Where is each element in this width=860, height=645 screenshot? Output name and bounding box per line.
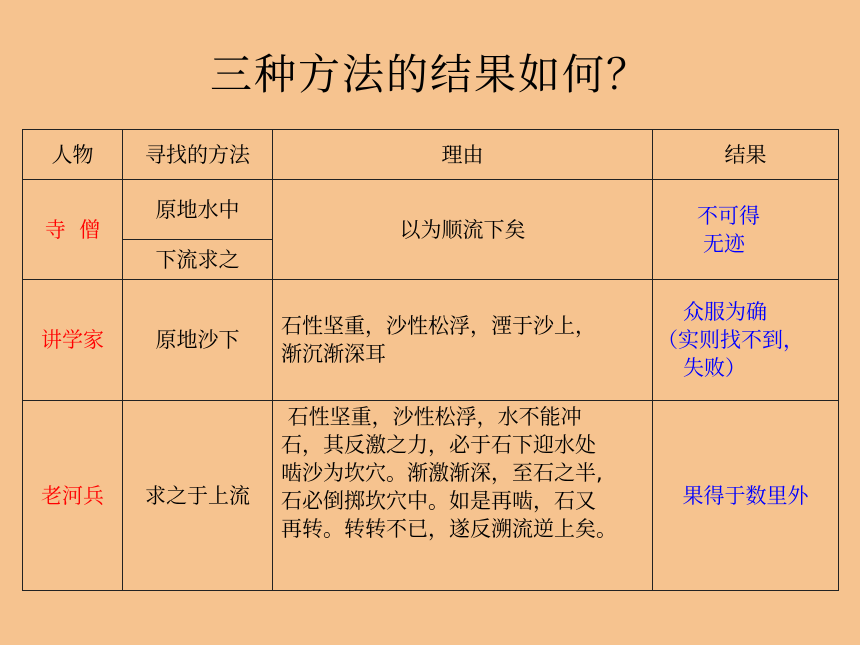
table-row <box>23 280 839 401</box>
reason-cell <box>273 280 653 401</box>
reason-line: 石，其反激之力，必于石下迎水处 <box>281 433 596 457</box>
table-row <box>23 401 839 591</box>
result-cell <box>653 280 839 401</box>
page-title: 三种方法的结果如何？ <box>209 50 650 99</box>
result-line: 众服为确 <box>683 300 767 324</box>
header-row <box>23 130 839 180</box>
person-cell: 老河兵 <box>23 401 123 591</box>
result-line: 失败） <box>683 356 746 380</box>
comparison-table <box>22 129 839 591</box>
result-line: 无迹 <box>703 231 745 256</box>
reason-line: 渐沉渐深耳 <box>281 342 386 366</box>
header-result: 结果 <box>653 130 839 180</box>
method-cell: 原地沙下 <box>123 280 273 401</box>
reason-line: 石性坚重，沙性松浮，湮于沙上， <box>281 314 596 338</box>
result-cell <box>653 180 839 280</box>
header-person: 人物 <box>23 130 123 180</box>
reason-line: 啮沙为坎穴。渐激渐深，至石之半, <box>281 461 603 485</box>
reason-line: 石必倒掷坎穴中。如是再啮，石又 <box>281 489 596 513</box>
method-cell: 下流求之 <box>123 240 273 280</box>
reason-cell: 以为顺流下矣 <box>273 180 653 280</box>
header-reason: 理由 <box>273 130 653 180</box>
person-cell: 寺 僧 <box>23 180 123 280</box>
reason-line: 再转。转转不已，遂反溯流逆上矣。 <box>281 517 617 541</box>
method-cell: 原地水中 <box>123 180 273 240</box>
result-cell: 果得于数里外 <box>653 401 839 591</box>
table-row <box>23 180 839 240</box>
result-line: 不可得 <box>697 203 760 228</box>
result-line: （实则找不到， <box>657 328 804 352</box>
method-cell: 求之于上流 <box>123 401 273 591</box>
reason-line: 石性坚重，沙性松浮，水不能冲 <box>281 405 582 429</box>
reason-cell <box>273 401 653 591</box>
person-cell: 讲学家 <box>23 280 123 401</box>
header-method: 寻找的方法 <box>123 130 273 180</box>
